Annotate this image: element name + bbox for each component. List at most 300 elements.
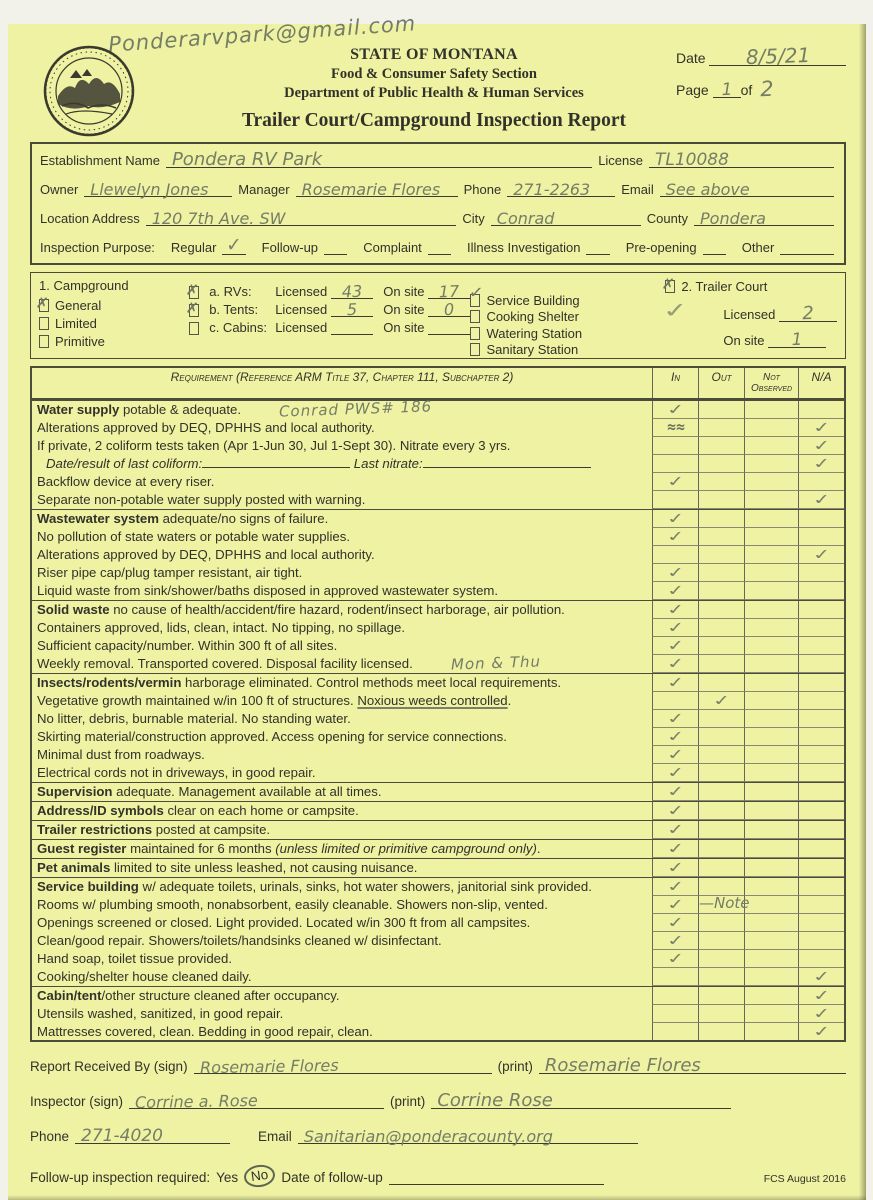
- check-cell-nobs: [744, 473, 798, 491]
- checkbox: [470, 343, 480, 356]
- check-cell-out: [698, 546, 744, 564]
- check-cell-nobs: [744, 821, 798, 839]
- check-cell-na: [798, 546, 844, 564]
- check-cell-na: [798, 968, 844, 986]
- date-page-block: [676, 42, 846, 114]
- pencil-check-mark: ✓: [665, 710, 686, 728]
- table-row: [32, 652, 844, 674]
- check-cell-na: [798, 582, 844, 600]
- requirement-cell: [32, 746, 652, 764]
- requirement-text: Minimal dust from roadways.: [37, 747, 205, 762]
- check-cell-out: [698, 510, 744, 528]
- email-label: Email: [621, 182, 654, 197]
- pencil-check-mark: ✓: [665, 510, 686, 528]
- check-cell-nobs: [744, 932, 798, 950]
- unit-onsite-value: 0: [444, 299, 455, 320]
- pencil-check-mark: ✓: [811, 455, 832, 473]
- requirement-text: harborage eliminated. Control methods meet local requirements.: [181, 675, 562, 690]
- address-value: 120 7th Ave. SW: [151, 209, 286, 228]
- purpose-label: Pre-opening: [625, 240, 697, 255]
- check-cell-nobs: [744, 491, 798, 509]
- purpose-field: [703, 239, 726, 255]
- check-cell-in: [652, 764, 698, 782]
- pencil-check-mark: ✓: [665, 896, 686, 914]
- inspector-email-value: Sanitarian@ponderacounty.org: [303, 1127, 553, 1147]
- check-cell-out: [698, 619, 744, 637]
- followup-required-label: Follow-up inspection required:: [30, 1170, 211, 1186]
- requirement-text: Pet animals: [37, 860, 111, 875]
- check-cell-nobs: [744, 692, 798, 710]
- requirement-text: Utensils washed, sanitized, in good repair.: [37, 1006, 284, 1021]
- check-cell-out: [698, 473, 744, 491]
- pencil-check-mark: ✓: [665, 619, 686, 637]
- table-row: [32, 986, 844, 1005]
- pencil-check-mark: ✓: [665, 473, 686, 491]
- check-cell-in: [652, 950, 698, 968]
- inspection-purpose-label: Inspection Purpose:: [40, 240, 155, 255]
- table-row: [32, 637, 844, 655]
- unit-label: b. Tents:: [209, 302, 259, 317]
- requirement-text: Water supply: [37, 402, 120, 417]
- address-field: [146, 210, 457, 226]
- check-cell-nobs: [744, 1023, 798, 1040]
- unit-onsite-label: On site: [383, 284, 425, 299]
- purpose-field: [780, 239, 834, 255]
- table-row: [32, 491, 844, 509]
- table-row: [32, 950, 844, 968]
- pencil-check-mark: ✓: [665, 528, 686, 546]
- requirement-text: Sufficient capacity/number. Within 300 ft of all sites.: [37, 638, 338, 653]
- trailer-court-title: 2. Trailer Court: [681, 278, 768, 294]
- requirement-text: No litter, debris, burnable material. No standing water.: [37, 711, 351, 726]
- pencil-x-mark: ✗: [35, 292, 50, 313]
- check-cell-in: [652, 419, 698, 437]
- check-cell-in: [652, 582, 698, 600]
- campground-type-item: [39, 332, 189, 350]
- check-cell-in: [652, 932, 698, 950]
- check-cell-out: [698, 637, 744, 655]
- check-cell-in: [652, 987, 698, 1005]
- requirement-text: Noxious weeds controlled: [357, 693, 508, 708]
- received-signature: Rosemarie Flores: [199, 1056, 339, 1078]
- requirement-cell: [32, 582, 652, 600]
- requirement-text: posted at campsite.: [152, 822, 271, 837]
- check-cell-na: [798, 840, 844, 858]
- campground-type-item: [39, 314, 189, 332]
- requirement-text: Trailer restrictions: [37, 822, 153, 837]
- amenity-label: Cooking Shelter: [486, 309, 579, 325]
- pencil-check-mark: ✓: [665, 859, 686, 877]
- requirement-text: w/ adequate toilets, urinals, sinks, hot water showers, janitorial sink provided.: [138, 879, 592, 894]
- requirement-cell: [32, 802, 652, 820]
- checkbox: [470, 327, 480, 340]
- check-cell-na: [798, 619, 844, 637]
- facility-type-box: [30, 272, 846, 359]
- amenity-item: [468, 282, 665, 309]
- check-cell-out: [698, 914, 744, 932]
- blank-line: [202, 456, 350, 468]
- blank-line: [423, 456, 591, 468]
- inspector-print-label: (print): [390, 1094, 426, 1110]
- check-cell-nobs: [744, 674, 798, 692]
- unit-label: a. RVs:: [209, 284, 252, 299]
- check-cell-na: [798, 1023, 844, 1040]
- city-field: [491, 210, 641, 226]
- check-cell-out: [698, 987, 744, 1005]
- check-cell-nobs: [744, 510, 798, 528]
- check-cell-na: [798, 1005, 844, 1023]
- table-row: [32, 746, 844, 764]
- requirement-cell: [32, 783, 652, 801]
- followup-yes-label: Yes: [216, 1170, 239, 1186]
- requirement-cell: [32, 419, 652, 437]
- check-cell-nobs: [744, 528, 798, 546]
- requirements-table: [30, 366, 846, 1042]
- requirement-text: Clean/good repair. Showers/toilets/handsinks cleaned w/ disinfectant.: [37, 933, 442, 948]
- check-cell-na: [798, 674, 844, 692]
- pencil-check-mark: ✓: [665, 582, 686, 600]
- table-row: [32, 820, 844, 839]
- table-row: [32, 419, 844, 437]
- requirement-text: Rooms w/ plumbing smooth, nonabsorbent, easily cleanable. Showers non-slip, vented.: [37, 897, 548, 912]
- check-cell-nobs: [744, 802, 798, 820]
- campground-type-label: General: [55, 297, 102, 313]
- trailer-court-licensed-label: Licensed: [723, 307, 776, 322]
- requirement-cell: [32, 1005, 652, 1023]
- requirement-text: Wastewater system: [37, 511, 159, 526]
- purpose-field: [222, 233, 245, 257]
- requirement-cell: [32, 878, 652, 896]
- pencil-check-mark: ✓: [468, 282, 485, 304]
- check-cell-na: [798, 878, 844, 896]
- check-cell-out: [698, 528, 744, 546]
- followup-no-circled: No: [243, 1163, 277, 1189]
- email-value: See above: [665, 180, 750, 199]
- check-cell-na: [798, 419, 844, 437]
- pencil-check-mark: ✓: [665, 401, 686, 419]
- check-cell-in: [652, 437, 698, 455]
- column-header-na: N/A: [798, 368, 844, 398]
- requirement-text: Weekly removal. Transported covered. Disposal facility licensed.: [37, 656, 413, 671]
- table-row: [32, 528, 844, 546]
- pencil-check-mark: ✓: [665, 674, 686, 692]
- unit-label: c. Cabins:: [209, 320, 268, 335]
- campground-amenities-column: [468, 278, 665, 358]
- requirement-text: Vegetative growth maintained w/in 100 ft of structures.: [37, 693, 358, 708]
- date-field: [709, 42, 846, 70]
- unit-licensed-field: [331, 299, 373, 320]
- check-cell-na: [798, 728, 844, 746]
- check-cell-nobs: [744, 546, 798, 564]
- signature-section: [30, 1055, 846, 1186]
- check-cell-nobs: [744, 728, 798, 746]
- checkbox: [39, 335, 49, 348]
- check-cell-na: [798, 491, 844, 509]
- requirement-text: Service building: [37, 879, 139, 894]
- check-cell-in: [652, 896, 698, 914]
- check-cell-nobs: [744, 455, 798, 473]
- check-cell-in: [652, 859, 698, 877]
- page-of-label: of: [740, 82, 753, 98]
- followup-date-label: Date of follow-up: [281, 1170, 383, 1186]
- requirement-cell: [32, 710, 652, 728]
- check-cell-out: [698, 746, 744, 764]
- requirement-text: Supervision: [37, 784, 113, 799]
- date-value: 8/5/21: [745, 42, 811, 70]
- check-cell-na: [798, 473, 844, 491]
- column-header-not-observed: Not Observed: [744, 368, 798, 398]
- requirement-text: Hand soap, toilet tissue provided.: [37, 951, 232, 966]
- requirement-cell: [32, 1023, 652, 1040]
- stray-pencil-check: ✓: [660, 297, 691, 323]
- check-cell-na: [798, 896, 844, 914]
- page-title: Trailer Court/Campground Inspection Report: [241, 110, 627, 131]
- purpose-check: ✓: [225, 233, 243, 257]
- pencil-check-mark: ✓: [665, 802, 686, 820]
- check-cell-na: [798, 859, 844, 877]
- requirement-text: Last nitrate:: [350, 456, 423, 471]
- license-value: TL10088: [655, 150, 729, 170]
- header-titles: [190, 46, 678, 132]
- check-cell-nobs: [744, 437, 798, 455]
- amenity-item: [470, 342, 665, 359]
- amenity-label: Watering Station: [486, 325, 583, 341]
- pencil-check-mark: ✓: [711, 692, 732, 710]
- check-cell-in: [652, 878, 698, 896]
- form-paper: [8, 11, 866, 1200]
- column-header-in: In: [652, 368, 698, 398]
- table-row: [32, 896, 844, 914]
- pencil-x-mark: ✗: [661, 273, 676, 294]
- check-cell-nobs: [744, 419, 798, 437]
- check-cell-nobs: [744, 401, 798, 419]
- page-label: Page: [676, 82, 709, 98]
- pencil-check-mark: ✓: [665, 601, 686, 619]
- check-cell-nobs: [744, 968, 798, 986]
- purpose-field: [428, 239, 451, 255]
- trailer-court-onsite-label: On site: [723, 333, 765, 348]
- check-cell-in: [652, 914, 698, 932]
- check-cell-out: [698, 859, 744, 877]
- requirement-cell: [32, 601, 652, 619]
- requirement-cell: [32, 564, 652, 582]
- check-cell-na: [798, 764, 844, 782]
- check-cell-na: [798, 783, 844, 801]
- check-cell-in: [652, 655, 698, 673]
- check-cell-in: [652, 564, 698, 582]
- check-cell-in: [652, 637, 698, 655]
- handwritten-note: Conrad PWS# 186: [278, 397, 433, 421]
- check-cell-in: [652, 674, 698, 692]
- requirement-text: Address/ID symbols: [37, 803, 164, 818]
- campground-type-label: Primitive: [55, 333, 105, 349]
- establishment-info-box: [30, 142, 846, 265]
- table-row: [32, 673, 844, 692]
- check-cell-in: [652, 1023, 698, 1040]
- requirement-text: no cause of health/accident/fire hazard, rodent/insect harborage, air pollution.: [109, 602, 565, 617]
- purpose-label: Complaint: [363, 240, 422, 255]
- pencil-check-mark: ✓: [811, 491, 832, 509]
- pencil-check-mark: ✓: [811, 1005, 832, 1023]
- check-cell-in: [652, 546, 698, 564]
- check-cell-nobs: [744, 746, 798, 764]
- check-cell-in: [652, 1005, 698, 1023]
- check-cell-na: [798, 528, 844, 546]
- pencil-check-mark: ✓: [665, 746, 686, 764]
- table-row: [32, 600, 844, 619]
- check-cell-in: [652, 783, 698, 801]
- requirement-cell: [32, 950, 652, 968]
- requirement-text: Electrical cords not in driveways, in good repair.: [37, 765, 316, 780]
- requirement-cell: [32, 491, 652, 509]
- pencil-check-mark: ✓: [811, 987, 832, 1005]
- requirement-cell: [32, 528, 652, 546]
- handwritten-email-note: Ponderarvpark@gmail.com: [107, 11, 417, 57]
- requirement-text: Riser pipe cap/plug tamper resistant, air tight.: [37, 565, 303, 580]
- received-print-label: (print): [497, 1059, 533, 1075]
- requirement-cell: [32, 764, 652, 782]
- check-cell-na: [798, 746, 844, 764]
- inspector-print-field: [431, 1090, 731, 1112]
- inspector-signature: Corrine a. Rose: [134, 1091, 258, 1113]
- form-header: [30, 11, 846, 138]
- checkbox: [185, 280, 200, 300]
- owner-label: Owner: [40, 182, 79, 197]
- pencil-check-mark: ✓: [665, 728, 686, 746]
- trailer-court-licensed-value: 2: [801, 302, 815, 325]
- check-cell-out: [698, 1023, 744, 1040]
- unit-onsite-field: [428, 319, 470, 335]
- unit-onsite-field: [428, 299, 470, 320]
- inspector-label: Inspector (sign): [30, 1094, 124, 1110]
- requirement-cell: [32, 987, 652, 1005]
- requirement-text: .: [507, 693, 512, 708]
- amenity-item: [470, 325, 665, 342]
- check-cell-out: [698, 950, 744, 968]
- pencil-check-mark: ✓: [665, 932, 686, 950]
- campground-type-column: [35, 278, 189, 352]
- check-cell-nobs: [744, 764, 798, 782]
- table-row: [32, 782, 844, 801]
- check-cell-out: [698, 437, 744, 455]
- amenity-label: Service Building: [486, 292, 580, 308]
- phone-value: 271-2263: [513, 180, 591, 199]
- campground-unit-row: [185, 280, 470, 302]
- purpose-label: Illness Investigation: [467, 240, 581, 255]
- address-label: Location Address: [40, 211, 140, 226]
- requirement-text: adequate/no signs of failure.: [158, 511, 329, 526]
- table-header-row: [32, 368, 844, 400]
- inspector-phone-label: Phone: [30, 1129, 70, 1145]
- received-by-label: Report Received By (sign): [30, 1059, 188, 1075]
- check-cell-nobs: [744, 710, 798, 728]
- requirement-cell: [32, 728, 652, 746]
- table-row: [32, 619, 844, 637]
- requirement-cell: [32, 859, 652, 877]
- check-cell-out: [698, 692, 744, 710]
- pencil-check-mark: ✓: [665, 878, 686, 896]
- check-cell-na: [798, 821, 844, 839]
- checkbox: [189, 322, 199, 335]
- check-cell-in: [652, 692, 698, 710]
- table-row: [32, 914, 844, 932]
- unit-licensed-value: 5: [346, 299, 358, 320]
- phone-field: [507, 181, 615, 197]
- requirement-text: maintained for 6 months: [126, 841, 276, 856]
- city-value: Conrad: [496, 209, 555, 228]
- pencil-check-mark: ✓: [811, 419, 832, 437]
- page-field: [713, 79, 741, 101]
- table-row: [32, 546, 844, 564]
- pencil-check-mark: ✓: [811, 1023, 832, 1041]
- inspector-email-label: Email: [258, 1129, 292, 1145]
- requirement-text: Liquid waste from sink/shower/baths disposed in approved wastewater system.: [37, 583, 499, 598]
- check-cell-out: [698, 419, 744, 437]
- trailer-court-licensed-field: [779, 302, 837, 325]
- check-cell-nobs: [744, 783, 798, 801]
- check-cell-na: [798, 510, 844, 528]
- check-cell-in: [652, 802, 698, 820]
- requirement-text: Alterations approved by DEQ, DPHHS and local authority.: [37, 420, 375, 435]
- check-cell-out: [698, 674, 744, 692]
- requirement-text: Alterations approved by DEQ, DPHHS and local authority.: [37, 547, 375, 562]
- requirement-cell: [32, 473, 652, 491]
- check-cell-out: [698, 710, 744, 728]
- pencil-check-mark: ✓: [665, 914, 686, 932]
- requirement-cell: [32, 914, 652, 932]
- check-cell-nobs: [744, 637, 798, 655]
- requirement-text: Guest register: [37, 841, 127, 856]
- requirement-cell: [32, 637, 652, 655]
- handwritten-note: —Note: [699, 894, 750, 912]
- check-cell-nobs: [744, 655, 798, 673]
- check-cell-in: [652, 746, 698, 764]
- campground-type-item: [35, 292, 189, 314]
- pencil-check-mark: ✓: [665, 564, 686, 582]
- table-row: [32, 397, 844, 421]
- table-row: [32, 932, 844, 950]
- requirement-text: Cooking/shelter house cleaned daily.: [37, 969, 252, 984]
- license-label: License: [598, 153, 643, 168]
- campground-title: 1. Campground: [39, 278, 129, 293]
- purpose-label: Follow-up: [261, 240, 319, 255]
- pencil-check-mark: ✓: [811, 546, 832, 564]
- date-label: Date: [676, 50, 706, 66]
- purpose-label: Regular: [170, 240, 217, 255]
- purpose-label: Other: [741, 240, 775, 255]
- pencil-check-mark: ✓: [811, 968, 832, 986]
- city-label: City: [462, 211, 485, 226]
- check-cell-na: [798, 914, 844, 932]
- pencil-x-mark: ✗: [185, 298, 200, 318]
- checkbox: [468, 282, 485, 307]
- page-value: 1: [720, 79, 733, 101]
- pencil-check-mark: ✓: [665, 783, 686, 801]
- purpose-field: [586, 239, 609, 255]
- check-cell-nobs: [744, 950, 798, 968]
- received-print-value: Rosemarie Flores: [544, 1055, 701, 1077]
- check-cell-nobs: [744, 987, 798, 1005]
- pencil-scribble: ≈≈: [666, 417, 685, 437]
- received-print-field: [539, 1055, 846, 1077]
- check-cell-in: [652, 840, 698, 858]
- check-cell-out: [698, 764, 744, 782]
- org-line-2: Food & Consumer Safety Section: [331, 66, 537, 82]
- table-row: [32, 1005, 844, 1023]
- checkbox: [39, 317, 49, 330]
- check-cell-in: [652, 455, 698, 473]
- page-total-field: [752, 76, 782, 102]
